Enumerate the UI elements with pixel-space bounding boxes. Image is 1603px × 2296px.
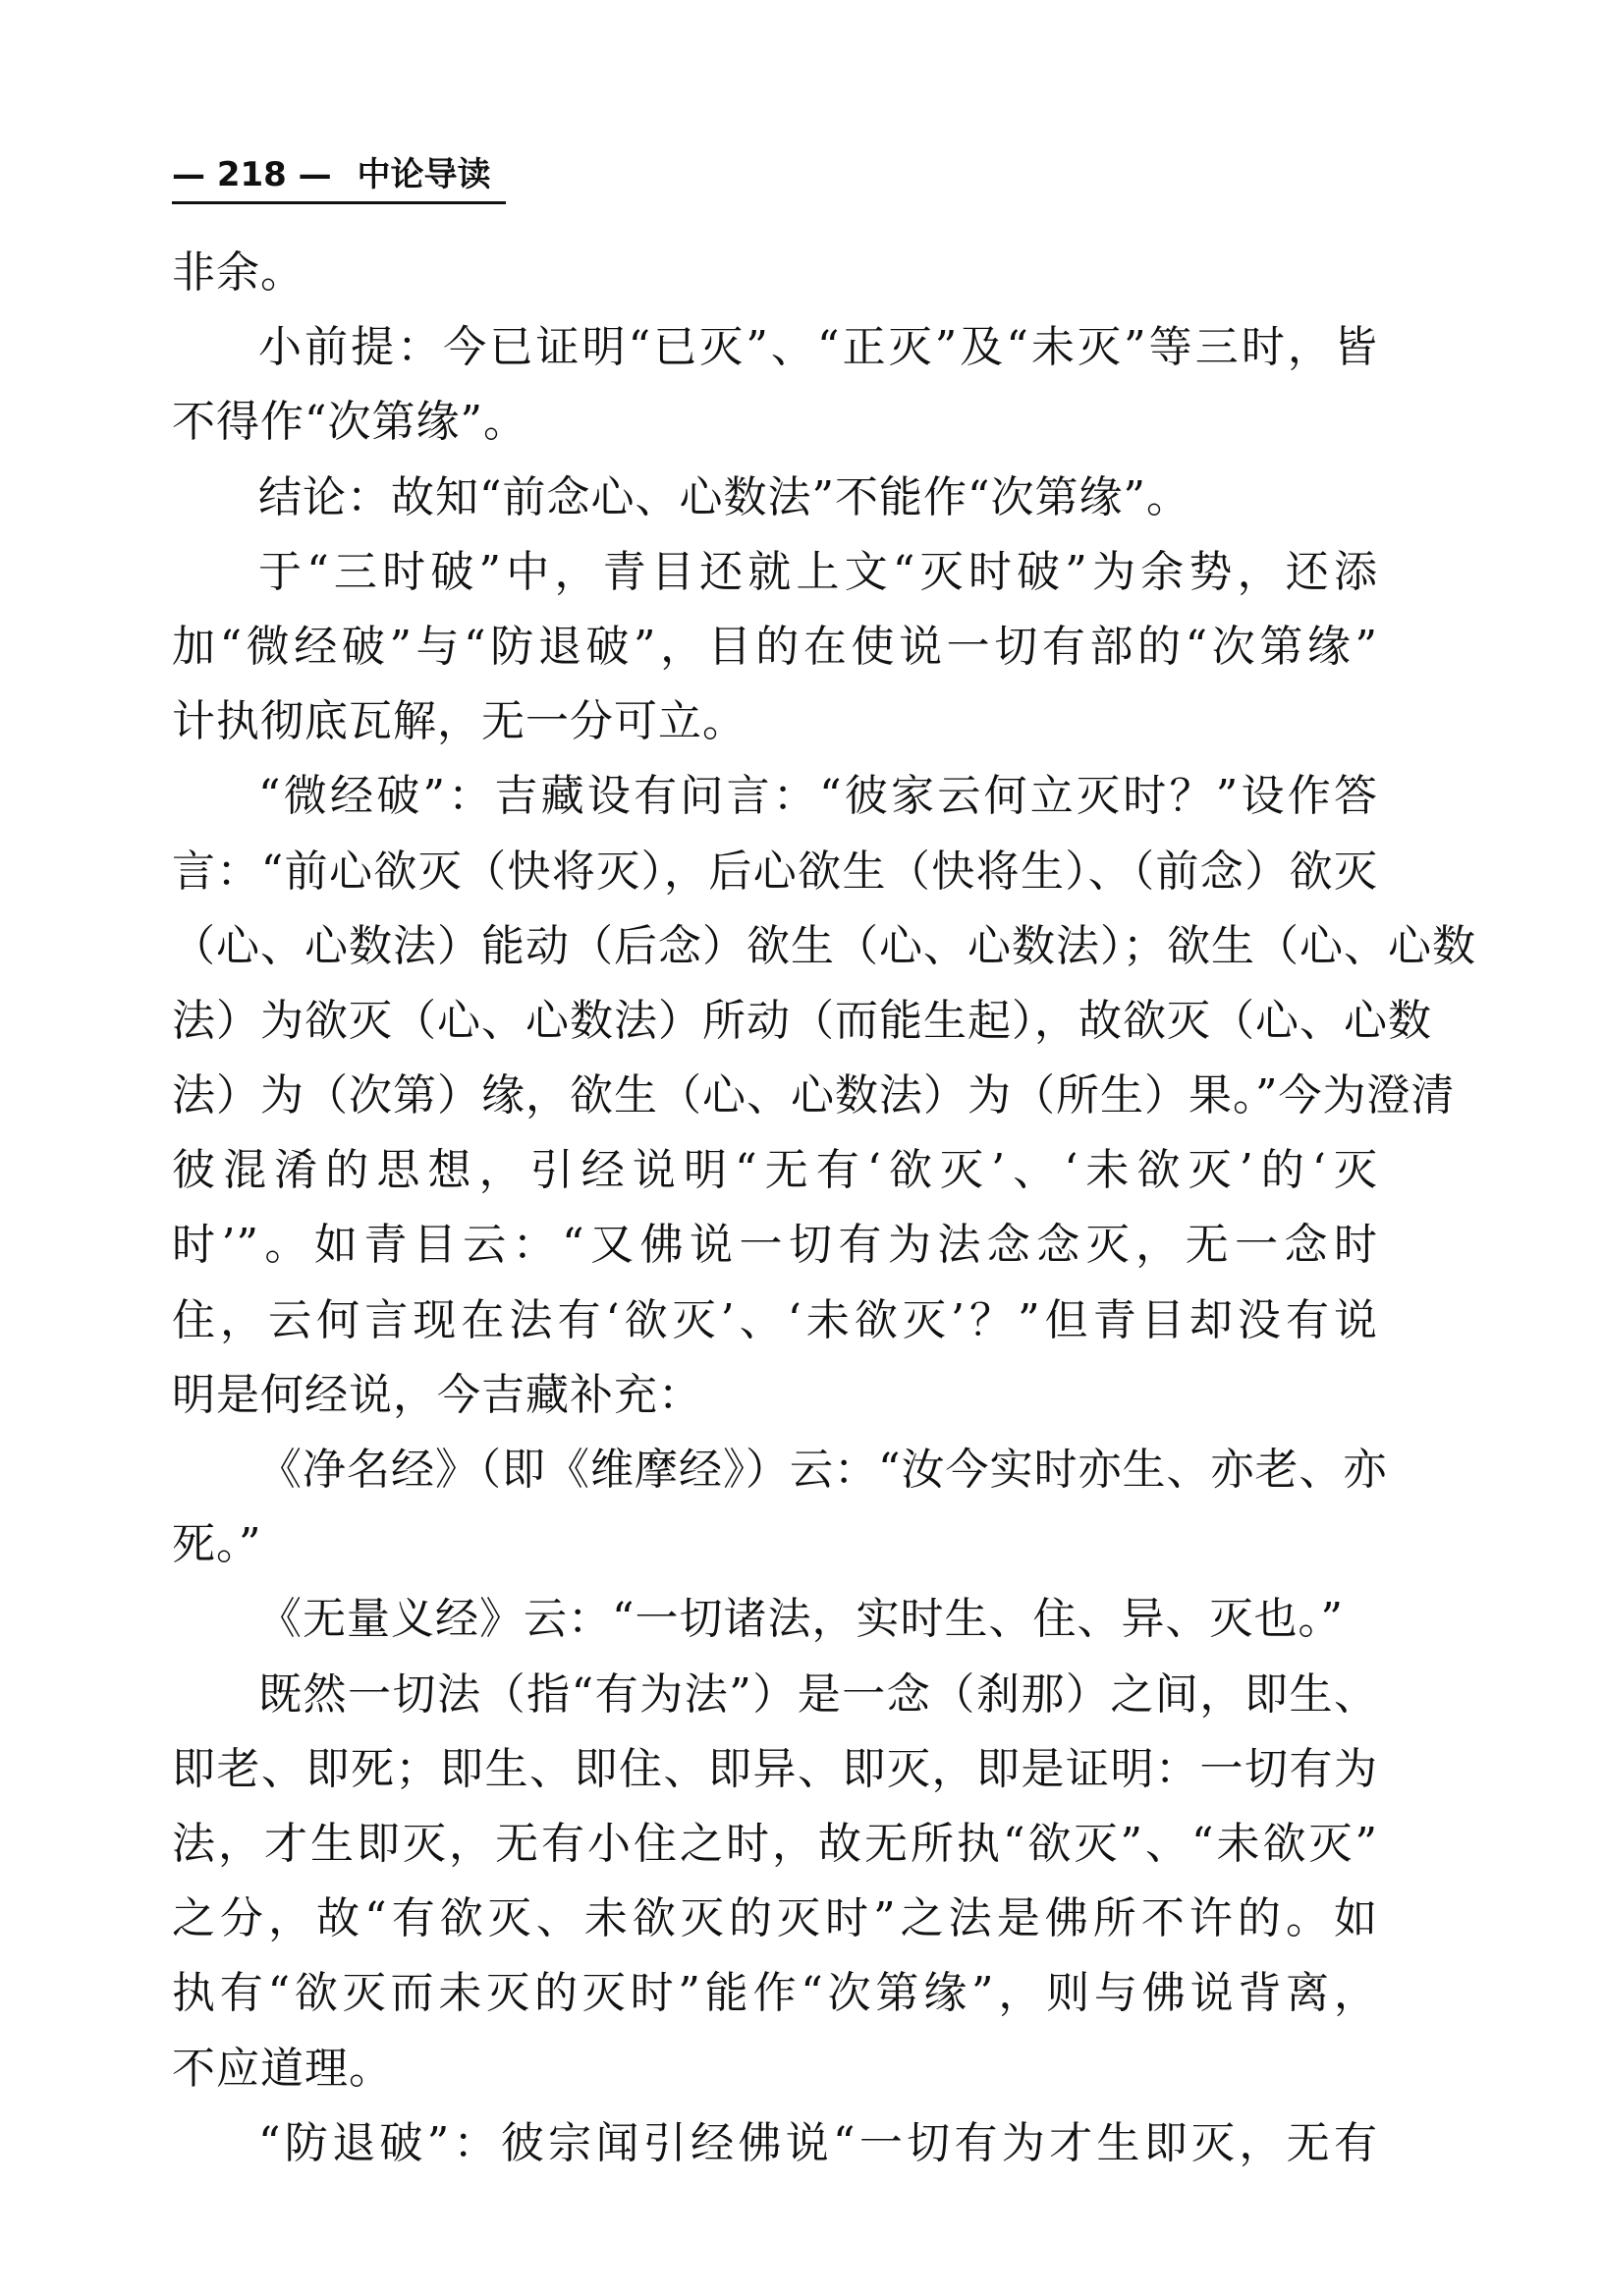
page-number: — 218 — — [172, 155, 332, 194]
text-line: 小前提：今已证明“已灭”、“正灭”及“未灭”等三时，皆 — [258, 322, 1378, 373]
text-line: 非余。 — [172, 247, 304, 298]
text-line: 《净名经》（即《维摩经》）云：“汝今实时亦生、亦老、亦 — [258, 1445, 1388, 1495]
text-line: “防退破”：彼宗闻引经佛说“一切有为才生即灭，无有 — [258, 2117, 1378, 2168]
text-line: 时’”。如青目云：“又佛说一切有为法念念灭，无一念时 — [172, 1220, 1378, 1271]
text-line: 不得作“次第缘”。 — [172, 397, 527, 448]
text-line: 既然一切法（指“有为法”）是一念（刹那）之间，即生、 — [258, 1668, 1378, 1720]
text-line: 加“微经破”与“防退破”，目的在使说一切有部的“次第缘” — [172, 621, 1378, 672]
body-text — [172, 236, 1476, 2181]
text-line: 法）为（次第）缘，欲生（心、心数法）为（所生）果。”今为澄清 — [172, 1070, 1456, 1121]
text-line: 即老、即死；即生、即住、即异、即灭，即是证明：一切有为 — [172, 1743, 1378, 1794]
text-line: 之分，故“有欲灭、未欲灭的灭时”之法是佛所不许的。如 — [172, 1893, 1378, 1944]
text-line: 住，云何言现在法有‘欲灭’、‘未欲灭’？”但青目却没有说 — [172, 1294, 1378, 1345]
text-line: 彼混淆的思想，引经说明“无有‘欲灭’、‘未欲灭’的‘灭 — [172, 1145, 1378, 1196]
text-line: 法）为欲灭（心、心数法）所动（而能生起），故欲灭（心、心数 — [172, 995, 1432, 1046]
text-line: 《无量义经》云：“一切诸法，实时生、住、异、灭也。” — [258, 1594, 1344, 1645]
running-header — [172, 147, 506, 204]
book-title: 中论导读 — [357, 155, 491, 194]
text-line: 言：“前心欲灭（快将灭），后心欲生（快将生）、（前念）欲灭 — [172, 846, 1378, 897]
text-line: “微经破”：吉藏设有问言：“彼家云何立灭时？”设作答 — [258, 771, 1378, 822]
text-line: 明是何经说，今吉藏补充： — [172, 1369, 702, 1420]
text-line: 法，才生即灭，无有小住之时，故无所执“欲灭”、“未欲灭” — [172, 1818, 1378, 1869]
text-line: 死。” — [172, 1519, 262, 1570]
text-line: 不应道理。 — [172, 2043, 393, 2094]
text-line: 计执彻底瓦解，无一分可立。 — [172, 696, 746, 747]
text-line: 执有“欲灭而未灭的灭时”能作“次第缘”，则与佛说背离， — [172, 1968, 1378, 2019]
text-line: 结论：故知“前念心、心数法”不能作“次第缘”。 — [258, 471, 1190, 522]
text-line: （心、心数法）能动（后念）欲生（心、心数法）；欲生（心、心数 — [172, 920, 1476, 971]
text-line: 于“三时破”中，青目还就上文“灭时破”为余势，还添 — [258, 546, 1378, 597]
